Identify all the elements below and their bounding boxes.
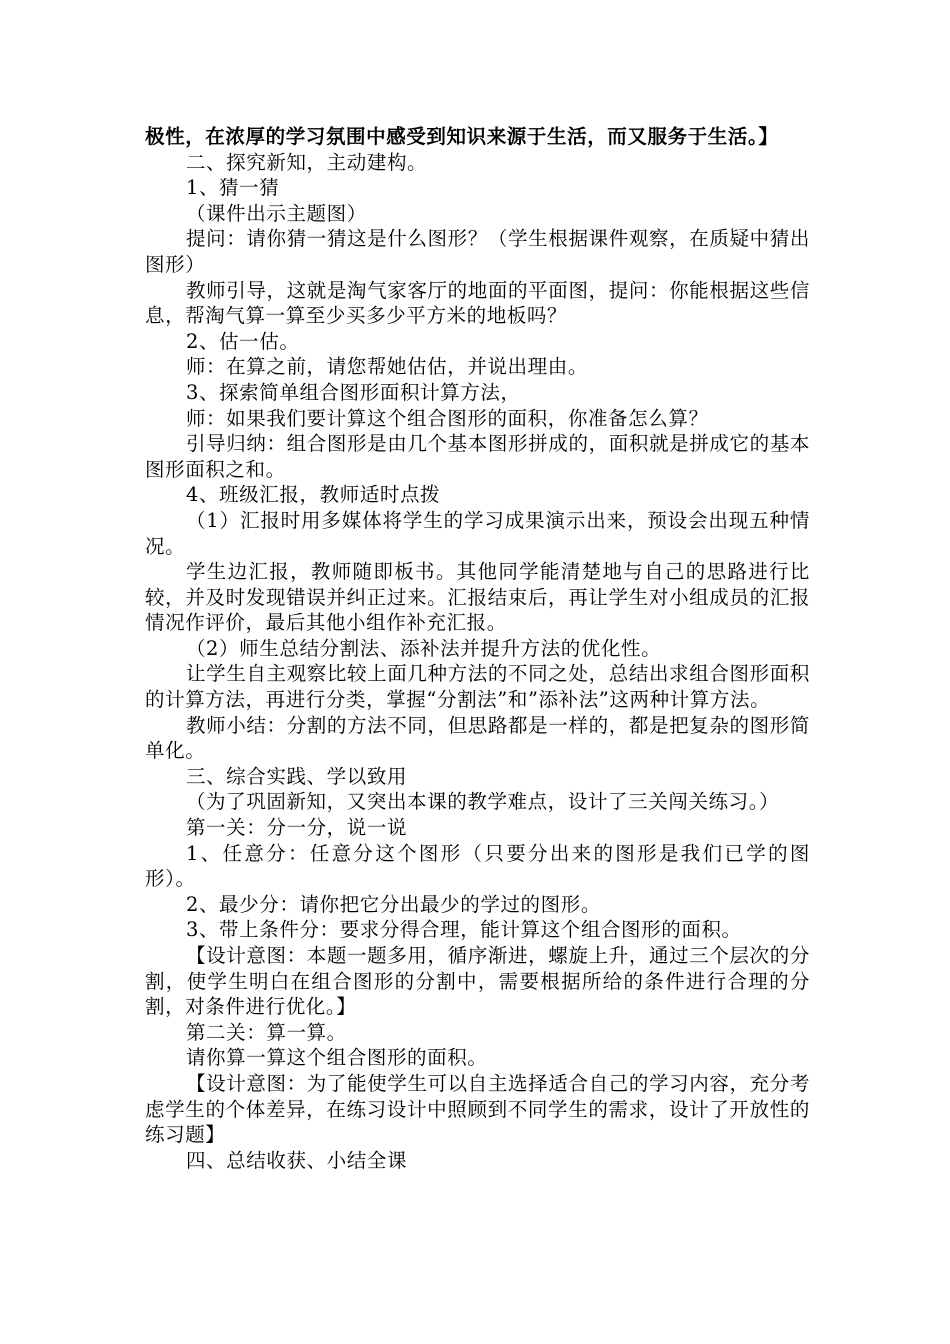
paragraph-6: 教师引导，这就是淘气家客厅的地面的平面图，提问：你能根据这些信息，帮淘气算一算至少买多少平方米的地板吗？ <box>145 278 810 328</box>
section-heading-2: 二、探究新知，主动建构。 <box>185 150 428 174</box>
step-explore: 3、探索简单组合图形面积计算方法， <box>185 380 521 404</box>
document-body <box>145 124 810 1173</box>
step-estimate: 2、估一估。 <box>185 329 300 353</box>
design-intent-1: 【设计意图：本题一题多用，循序渐进，螺旋上升，通过三个层次的分割，使学生明白在组合图形的分割中，需要根据所给的条件进行合理的分割，对条件进行优化。】 <box>145 944 810 1019</box>
paragraph-19: （为了巩固新知，又突出本课的教学难点，设计了三关闯关练习。） <box>185 790 780 814</box>
paragraph-13: （1）汇报时用多媒体将学生的学习成果演示出来，预设会出现五种情况。 <box>145 508 810 558</box>
paragraph-22: 2、最少分：请你把它分出最少的学过的图形。 <box>185 892 601 916</box>
section-heading-4: 四、总结收获、小结全课 <box>185 1148 408 1172</box>
step-guess: 1、猜一猜 <box>185 176 280 200</box>
paragraph-8: 师：在算之前，请您帮她估估，并说出理由。 <box>185 355 588 379</box>
step-report: 4、班级汇报，教师适时点拨 <box>185 483 441 507</box>
paragraph-14: 学生边汇报，教师随即板书。其他同学能清楚地与自己的思路进行比较，并及时发现错误并纠正过来。汇报结束后，再让学生对小组成员的汇报情况作评价，最后其他小组作补充汇报。 <box>145 560 810 635</box>
paragraph-16: 让学生自主观察比较上面几种方法的不同之处，总结出求组合图形面积的计算方法，再进行分类，掌握“分割法”和”添补法”这两种计算方法。 <box>145 662 810 712</box>
paragraph-4: （课件出示主题图） <box>185 201 367 225</box>
paragraph-21: 1、任意分：任意分这个图形（只要分出来的图形是我们已学的图形）。 <box>145 841 810 891</box>
paragraph-23: 3、带上条件分：要求分得合理，能计算这个组合图形的面积。 <box>185 918 742 942</box>
paragraph-17: 教师小结：分割的方法不同，但思路都是一样的，都是把复杂的图形简单化。 <box>145 713 810 763</box>
level-one-title: 第一关：分一分，说一说 <box>185 816 408 840</box>
section-heading-3: 三、综合实践、学以致用 <box>185 764 408 788</box>
level-two-title: 第二关：算一算。 <box>185 1020 347 1044</box>
paragraph-15: （2）师生总结分割法、添补法并提升方法的优化性。 <box>185 636 662 660</box>
paragraph-1: 极性，在浓厚的学习氛围中感受到知识来源于生活，而又服务于生活。】 <box>145 125 779 148</box>
paragraph-10: 师：如果我们要计算这个组合图形的面积，你准备怎么算？ <box>185 406 709 430</box>
paragraph-5: 提问：请你猜一猜这是什么图形？（学生根据课件观察，在质疑中猜出图形） <box>145 227 810 276</box>
design-intent-2: 【设计意图：为了能使学生可以自主选择适合自己的学习内容，充分考虑学生的个体差异，在练习设计中照顾到不同学生的需求，设计了开放性的练习题】 <box>145 1071 810 1147</box>
paragraph-11: 引导归纳：组合图形是由几个基本图形拼成的，面积就是拼成它的基本图形面积之和。 <box>145 432 810 481</box>
paragraph-26: 请你算一算这个组合图形的面积。 <box>185 1046 488 1070</box>
